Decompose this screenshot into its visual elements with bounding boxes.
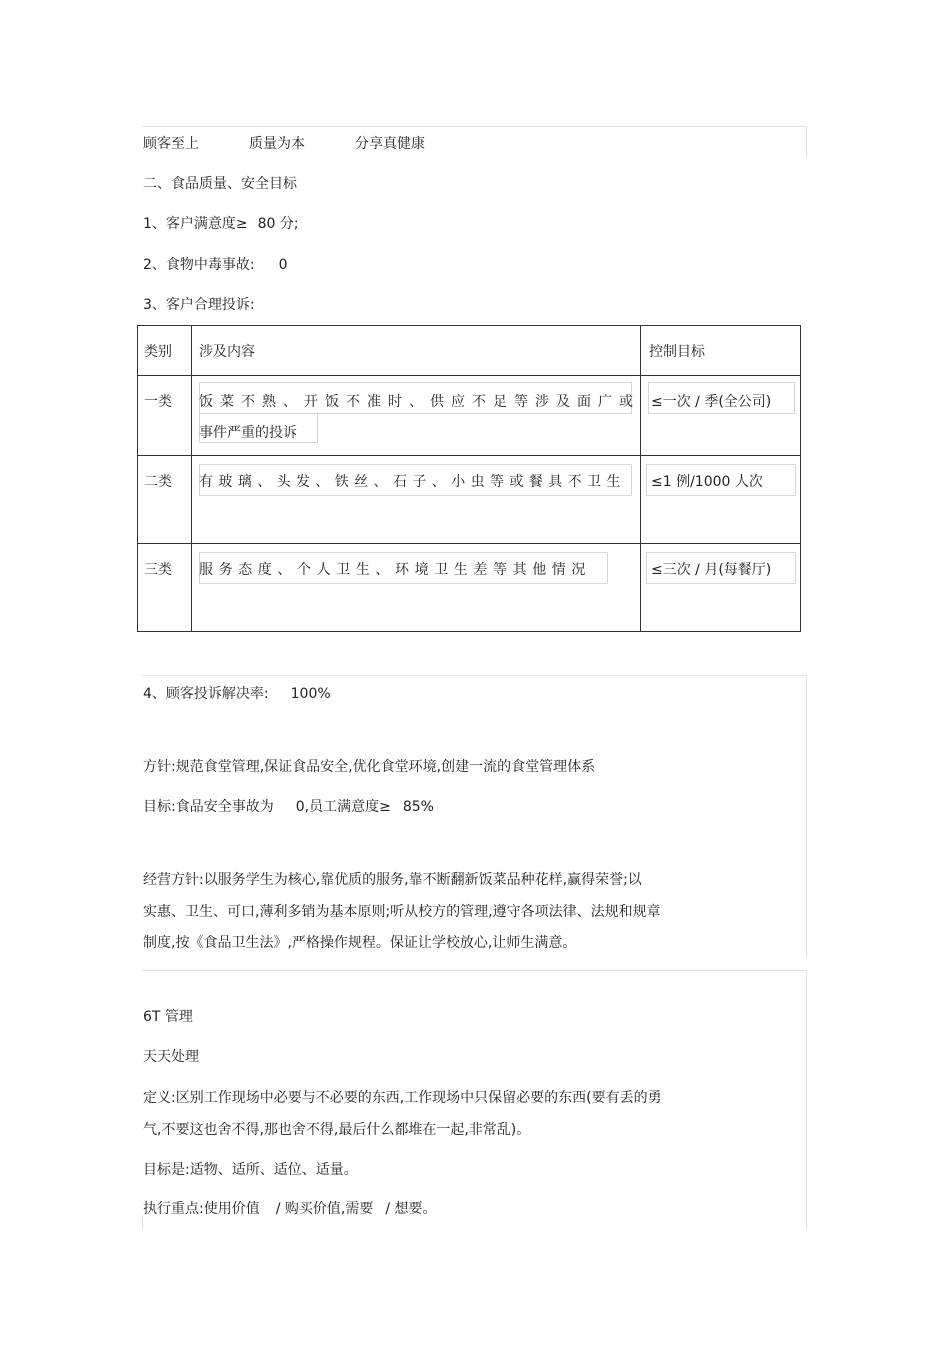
target-complaints: 3、客户合理投诉: [143,297,255,313]
row2-category-cell [138,456,192,544]
row3-category-cell [138,544,192,632]
row2-category: 二类 [144,474,172,490]
business-policy-line-2: 实惠、卫生、可口,薄利多销为基本原则;听从校方的管理,遵守各项法律、法规和规章 [143,904,661,920]
target-poisoning [143,256,288,274]
target-satisfaction-value: 80 分; [257,216,299,232]
six-t-focus-b: / 购买价值,需要 [275,1201,374,1217]
policy-text: 方针:规范食堂管理,保证食品安全,优化食堂环境,创建一流的食堂管理体系 [143,759,596,775]
complaints-table [137,325,801,632]
header-category: 类别 [144,344,172,360]
row3-content-line1: 服务态度、个人卫生、环境卫生差等其他情况 [199,562,591,578]
row1-category: 一类 [144,394,172,410]
business-policy-line-1: 经营方针:以服务学生为核心,靠优质的服务,靠不断翻新饭菜品种花样,赢得荣誉;以 [143,872,642,888]
row1-content-line1: 饭菜不熟、开饭不准时、供应不足等涉及面广或 [199,394,640,410]
resolution-label: 4、顾客投诉解决率: [143,686,269,702]
table-row [138,376,801,456]
header-cell-category [138,326,192,376]
six-t-focus [143,1200,437,1218]
six-t-definition-line-2: 气,不要这也舍不得,那也舍不得,最后什么都堆在一起,非常乱)。 [143,1122,531,1138]
row1-target-cell [641,376,801,456]
row3-category: 三类 [144,562,172,578]
section-title: 二、食品质量、安全目标 [143,176,297,192]
target-satisfaction [143,215,299,233]
row1-content-cell [192,376,641,456]
target-satisfaction-label: 1、客户满意度≥ [143,216,248,232]
six-t-target: 目标是:适物、适所、适位、适量。 [143,1162,358,1178]
resolution-rate [143,685,331,703]
row2-target: ≤1 例/1000 人次 [651,474,763,490]
six-t-focus-c: / 想要。 [385,1201,437,1217]
slogan-2: 质量为本 [249,136,305,152]
table-header-row [138,326,801,376]
header-cell-content [192,326,641,376]
goal-value-2: 85% [402,799,434,815]
header-target: 控制目标 [649,344,705,360]
row2-content-cell [192,456,641,544]
slogan [143,135,425,153]
resolution-value: 100% [290,686,331,702]
row1-category-cell [138,376,192,456]
six-t-focus-a: 执行重点:使用价值 [143,1201,260,1217]
slogan-1: 顾客至上 [143,136,199,152]
row3-target: ≤三次 / 月(每餐厅) [651,562,772,578]
header-cell-target [641,326,801,376]
row1-target: ≤一次 / 季(全公司) [651,394,772,410]
target-poisoning-value: 0 [278,257,288,273]
target-poisoning-label: 2、食物中毒事故: [143,257,255,273]
goal-value-1: 0,员工满意度≥ [295,799,391,815]
row2-content-line1: 有玻璃、头发、铁丝、石子、小虫等或餐具不卫生 [199,474,626,490]
goal-text [143,798,434,816]
six-t-definition-line-1: 定义:区别工作现场中必要与不必要的东西,工作现场中只保留必要的东西(要有丢的勇 [143,1090,662,1106]
goal-label: 目标:食品安全事故为 [143,799,274,815]
table-row [138,544,801,632]
six-t-subtitle: 天天处理 [143,1049,199,1065]
header-content: 涉及内容 [199,344,255,360]
row1-content-line2: 事件严重的投诉 [199,425,297,441]
row3-target-cell [641,544,801,632]
row3-content-cell [192,544,641,632]
row2-target-cell [641,456,801,544]
six-t-title: 6T 管理 [143,1009,193,1025]
business-policy-line-3: 制度,按《食品卫生法》,严格操作规程。保证让学校放心,让师生满意。 [143,935,577,951]
table-row [138,456,801,544]
slogan-3: 分享真健康 [355,136,425,152]
